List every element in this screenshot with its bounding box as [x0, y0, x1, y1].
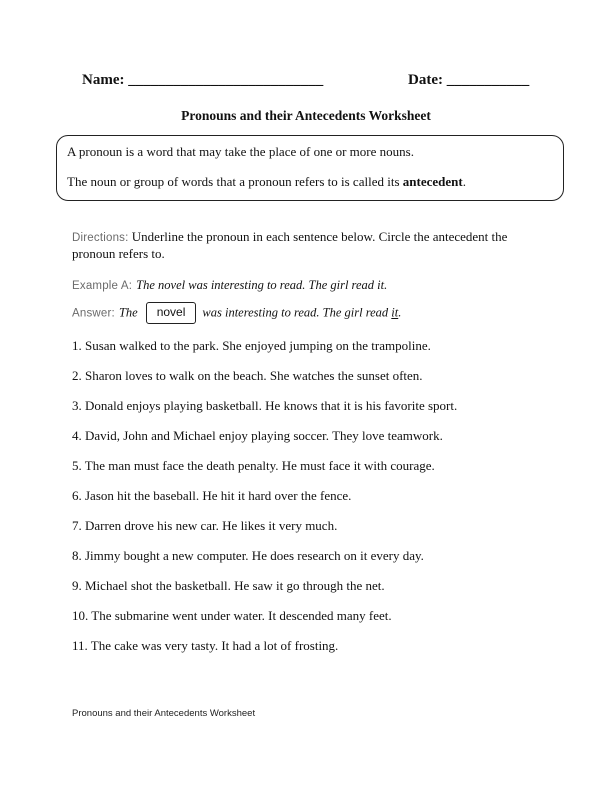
antecedent-circle: novel [146, 302, 197, 324]
name-label: Name: [82, 72, 125, 88]
question-2: 2. Sharon loves to walk on the beach. She watches the sunset often. [72, 368, 423, 383]
answer-prefix: The [118, 305, 138, 320]
question-9: 9. Michael shot the basketball. He saw it go through the net. [72, 578, 385, 593]
question-6: 6. Jason hit the baseball. He hit it hard over the fence. [72, 488, 352, 503]
definition-line-1: A pronoun is a word that may take the place of one or more nouns. [67, 144, 414, 159]
question-7: 7. Darren drove his new car. He likes it very much. [72, 518, 338, 533]
footer-text: Pronouns and their Antecedents Worksheet [72, 708, 256, 719]
directions-label: Directions: [72, 232, 129, 244]
example-row [72, 276, 387, 294]
name-blank[interactable]: __________________________ [128, 72, 324, 88]
question-4: 4. David, John and Michael enjoy playing soccer. They love teamwork. [72, 428, 443, 443]
date-field[interactable] [408, 72, 529, 89]
question-1: 1. Susan walked to the park. She enjoyed jumping on the trampoline. [72, 338, 431, 353]
definition-line-2 [67, 174, 466, 190]
date-blank[interactable]: ___________ [446, 72, 530, 88]
answer-middle: was interesting to read. The girl read [202, 305, 392, 320]
definition-line-2-end: . [462, 174, 466, 189]
definition-line-2-text: The noun or group of words that a pronoun refers to is called its [67, 174, 403, 189]
directions-text: Underline the pronoun in each sentence below. Circle the antecedent the pronoun refers to. [72, 229, 508, 261]
question-3: 3. Donald enjoys playing basketball. He knows that it is his favorite sport. [72, 398, 458, 413]
question-10: 10. The submarine went under water. It descended many feet. [72, 608, 392, 623]
name-field[interactable] [82, 72, 323, 89]
example-label: Example A: [72, 280, 133, 292]
worksheet-title: Pronouns and their Antecedents Worksheet [181, 108, 431, 123]
answer-pronoun-underlined: it [391, 305, 399, 320]
answer-suffix: . [398, 305, 402, 320]
definition-box [56, 135, 564, 201]
example-text: The novel was interesting to read. The girl read it. [136, 278, 388, 292]
answer-label: Answer: [72, 307, 115, 320]
antecedent-term: antecedent [402, 174, 463, 189]
question-8: 8. Jimmy bought a new computer. He does research on it every day. [72, 548, 424, 563]
date-label: Date: [408, 72, 443, 88]
answer-row [72, 302, 401, 324]
question-11: 11. The cake was very tasty. It had a lot of frosting. [72, 638, 339, 653]
directions [72, 229, 552, 262]
question-5: 5. The man must face the death penalty. He must face it with courage. [72, 458, 435, 473]
